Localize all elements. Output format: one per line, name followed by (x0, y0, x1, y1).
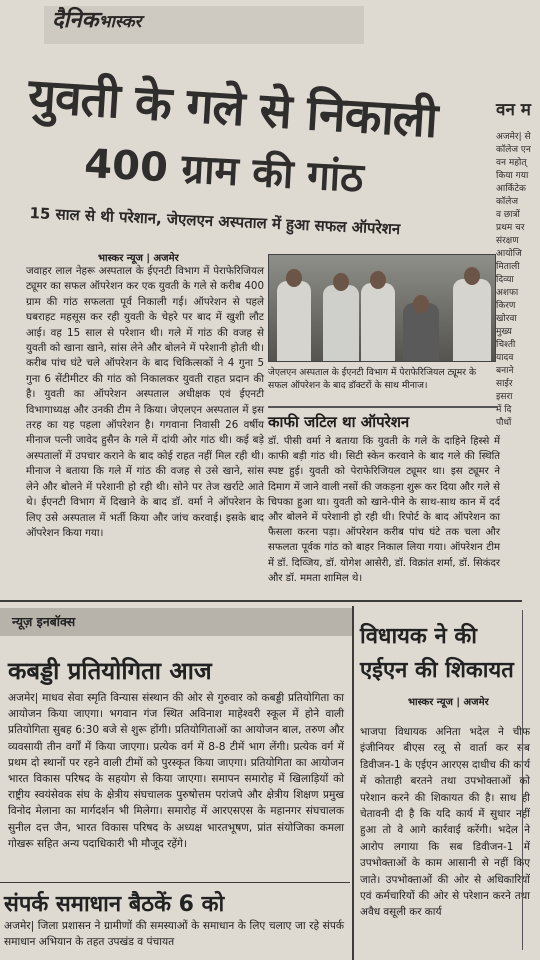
article-byline: भास्कर न्यूज | अजमेर (98, 253, 179, 264)
doctors-group-photo (268, 254, 496, 362)
right-column-line: चिश्ती (496, 340, 516, 350)
article-subhead: 15 साल से थी परेशान, जेएलएन अस्पताल में हुआ सफल ऑपरेशन (29, 203, 401, 239)
photo-caption: जेएलएन अस्पताल के ईएनटी विभाग में पेराफेरिजियल ट्यूमर के सफल ऑपरेशन के बाद डॉक्टरों के साथ मीनाज। (268, 367, 477, 391)
logo-text: दैनिक (52, 7, 99, 33)
right-column-line: कॉलेज (496, 197, 519, 207)
sidebar-heading: काफी जटिल था ऑपरेशन (268, 406, 498, 432)
right-column-line: व छात्रों (496, 210, 520, 220)
right-column-line: वन महोत् (496, 158, 527, 168)
article-body: जवाहर लाल नेहरू अस्पताल के ईएनटी विभाग में पेराफेरिजियल ट्यूमर का सफल ऑपरेशन कर एक युवती के गले से करीब 400 ग्राम की गांठ सफलता पूर्व निकाली गई। ऑपरेशन से पहले घबराहट महसूस कर रही युवती के चेहरे पर बाद में खुशी लौट आई। वह 15 साल से परेशान थी। गले में गांठ की वजह से युवती को खाना खाने, सांस लेने और बोलने में परेशानी होती थी। करीब पांच घंटे चले ऑपरेशन के बाद चिकित्सकों ने 4 गुना 5 गुना 6 सेंटीमीटर की गांठ को निकालकर युवती राहत प्रदान की है। युवती का ऑपरेशन अस्पताल अधीक्षक एवं ईएनटी विभागाध्यक्ष और उनकी टीम ने किया। जेएलएन अस्पताल में इस तरह का यह पहला ऑपरेशन है। गगवाना निवासी 26 वर्षीय मीनाज पत्नी जावेद हुसैन के गले में दांयी ओर गांठ थी। कई बड़े अस्पतालों में उपचार कराने के बाद कोई राहत नहीं मिल रही थी। मीनाज ने बताया कि गले में गांठ की वजह से उसे खाने, सांस लेने और बोलने में परेशानी हो रही थी। सोने पर तेज खर्राटे आते थे। ईएनटी विभाग में दिखाने के बाद डॉ. वर्मा ने ऑपरेशन के लिए उसे अस्पताल में भर्ती किया और जांच करवाई। इसके बाद ऑपरेशन किया गया। (26, 265, 264, 539)
samadhan-headline: संपर्क समाधान बैठकें 6 को (4, 892, 225, 917)
right-column-line: दिव्या (496, 275, 514, 285)
photo-person-head (286, 269, 302, 287)
right-column-line: अशफा (496, 288, 519, 298)
article-headline-line2: 400 ग्राम की गांठ (83, 140, 365, 202)
photo-person (323, 285, 359, 361)
right-column-article (496, 100, 540, 430)
right-column-line: संरक्षण (496, 236, 519, 246)
right-column-line: प्रथम चर (496, 223, 525, 233)
news-inbox-label: न्यूज़ इनबॉक्स (12, 614, 76, 629)
right-column-line: किया गया (496, 171, 529, 181)
right-column-line: आयोजि (496, 249, 522, 259)
kabaddi-headline: कबड्डी प्रतियोगिता आज (8, 657, 212, 685)
sidebar-body: डॉ. पीसी वर्मा ने बताया कि युवती के गले के दाहिने हिस्से में काफी बड़ी गांठ थी। सिटी स्केन करवाने के बाद गले की स्थिति स्पष्ट हुई। युवती को पेराफेरिजियल ट्यूमर था। इस ट्यूमर ने दिमाग में जाने वाली नसों की जकड़ना शुरू कर दिया और गले से चिपका हुआ था। युवती को खाने-पीने के साथ-साथ कान में दर्द और बोलने में परेशानी हो रही थी। रिपोर्ट के बाद ऑपरेशन का फैसला करना पड़ा। ऑपरेशन करीब पांच घंटे तक चला और सफलता पूर्वक गांठ को बाहर निकाल लिया गया। ऑपरेशन टीम में डॉ. दिव्जिय, डॉ. योगेश आसेरी, डॉ. विक्रांत शर्मा, डॉ. सिकंदर और डॉ. ममता शामिल थे। (268, 436, 500, 584)
photo-person (453, 279, 491, 361)
mla-complaint-byline: भास्कर न्यूज | अजमेर (408, 697, 489, 708)
right-edge-column (522, 610, 540, 950)
photo-person-head (464, 267, 480, 285)
right-column-line: में दि (496, 405, 512, 415)
mla-complaint-headline: विधायक ने की एईएन की शिकायत (360, 624, 514, 683)
right-column-line: किरण (496, 301, 516, 311)
mla-complaint-body: भाजपा विधायक अनिता भदेल ने चीफ इंजीनियर बीएस रलू से वार्ता कर सब डिवीजन-1 के एईएन आरएस दाधीच की कार्य में कोताही बरतने तथा उपभोक्ताओं को परेशान करने की शिकायत की है। साथ ही चेतावनी दी है कि यदि कार्य में सुधार नहीं हुआ तो वे आगे कार्रवाई करेंगी। भदेल ने आरोप लगाया कि सब डिवीजन-1 में उपभोक्ताओं के काम आसानी से नहीं किए जाते। उपभोक्ताओं की ओर से अधिकारियों एवं कर्मचारियों की ओर से परेशान करने तथा अवैध वसूली कर कार्य (360, 726, 530, 919)
right-column-line: साईर (496, 379, 513, 389)
right-column-line: मुख्य (496, 327, 512, 337)
samadhan-body: अजमेर| जिला प्रशासन ने ग्रामीणों की समस्याओं के समाधान के लिए चलाए जा रहे संपर्क समाधान अभियान के तहत उपखंड व पंचायत (4, 920, 344, 949)
right-column-line: आर्किटेक (496, 184, 526, 194)
photo-person (361, 283, 395, 361)
right-column-line: कॉलेज एन (496, 145, 531, 155)
article-headline-line1: युवती के गले से निकाली (26, 68, 439, 149)
right-column-heading: वन म (496, 100, 531, 120)
article-divider (0, 882, 350, 883)
right-column-line: अजमेर| से (496, 132, 531, 142)
newspaper-logo (52, 4, 141, 34)
column-divider (352, 606, 354, 960)
right-column-line: इसरा (496, 392, 513, 402)
photo-person-head (333, 273, 349, 291)
right-column-line: यादव (496, 353, 514, 363)
photo-patient-head (413, 295, 429, 313)
photo-person (277, 281, 311, 361)
right-column-line: बनाने (496, 366, 514, 376)
right-column-line: पौधों (496, 418, 512, 428)
kabaddi-body: अजमेर| माधव सेवा स्मृति विन्यास संस्थान की ओर से गुरुवार को कबड्डी प्रतियोगिता का आयोजन किया जाएगा। भगवान गंज स्थित अविनाश माहेश्वरी स्कूल में होने वाली प्रतियोगिता सुबह 6:30 बजे से शुरू होंगी। प्रतियोगिताओं का आयोजन बाल, तरुण और व्यवसायी तीन वर्गों में किया जाएगा। प्रत्येक वर्ग में 8-8 टीमें भाग लेंगी। प्रत्येक वर्ग में प्रथम दो स्थानों पर रहने वाली टीमों को पुरस्कृत किया जाएगा। प्रतियोगिता का आयोजन भारत विकास परिषद के सहयोग से किया जाएगा। समापन समारोह में खिलाड़ियों को राष्ट्रीय स्वयंसेवक संघ के क्षेत्रीय संघचालक पुरुषोत्तम परांजपे और क्षेत्रीय शिक्षण प्रमुख विनोद मेलाना का मार्गदर्शन भी मिलेगा। समारोह में आरएसएस के महानगर संघचालक सुनील दत्त जैन, भारत विकास परिषद के अध्यक्ष भारतभूषण, प्रांत संयोजिका कमला गोखरू सहित अन्य पदाधिकारी भी मौजूद रहेंगे। (8, 692, 344, 850)
logo-text-small: भास्कर (98, 12, 142, 32)
right-column-line: मिताली (496, 262, 520, 272)
section-divider (0, 600, 522, 602)
photo-person-head (370, 271, 386, 289)
right-column-line: खोरवा (496, 314, 517, 324)
